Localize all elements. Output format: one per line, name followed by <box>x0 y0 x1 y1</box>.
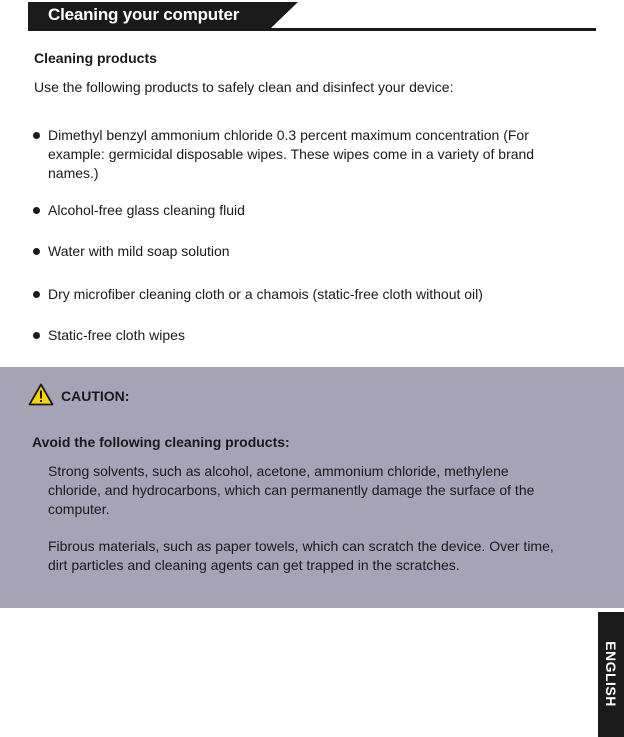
product-text: Dry microfiber cleaning cloth or a chamois (static-free cloth without oil) <box>48 286 483 302</box>
product-text: Static-free cloth wipes <box>48 327 185 343</box>
product-text: Alcohol-free glass cleaning fluid <box>48 202 245 218</box>
bullet-icon <box>33 207 40 214</box>
product-list-item <box>48 201 568 220</box>
caution-panel <box>0 367 624 608</box>
product-list-item <box>48 326 568 345</box>
section-header-rule <box>28 28 596 31</box>
section-title: Cleaning your computer <box>48 5 240 24</box>
product-text: Dimethyl benzyl ammonium chloride 0.3 percent maximum concentration (For example: germicidal disposable wipes. These wipes come in a variety of brand names.) <box>48 127 535 181</box>
caution-title: CAUTION: <box>61 388 130 404</box>
warning-triangle-icon <box>28 383 54 406</box>
section-header <box>28 2 596 31</box>
language-side-tab <box>598 612 624 737</box>
language-label: ENGLISH <box>603 641 619 707</box>
avoid-list-item: Fibrous materials, such as paper towels, which can scratch the device. Over time, dirt particles and cleaning agents can get trapped in the scratches. <box>48 538 554 573</box>
avoid-products-heading: Avoid the following cleaning products: <box>32 434 290 450</box>
bullet-icon <box>33 291 40 298</box>
cleaning-products-heading: Cleaning products <box>34 50 157 66</box>
product-list-item <box>48 285 568 304</box>
product-list-item <box>48 242 568 261</box>
avoid-list-item: Strong solvents, such as alcohol, acetone, ammonium chloride, methylene chloride, and hydrocarbons, which can permanently damage the surface of the computer. <box>48 463 535 517</box>
bullet-icon <box>33 132 40 139</box>
cleaning-intro-text: Use the following products to safely clean and disinfect your device: <box>34 79 454 95</box>
product-text: Water with mild soap solution <box>48 243 230 259</box>
bullet-icon <box>33 248 40 255</box>
bullet-icon <box>33 332 40 339</box>
product-list-item <box>48 126 568 183</box>
